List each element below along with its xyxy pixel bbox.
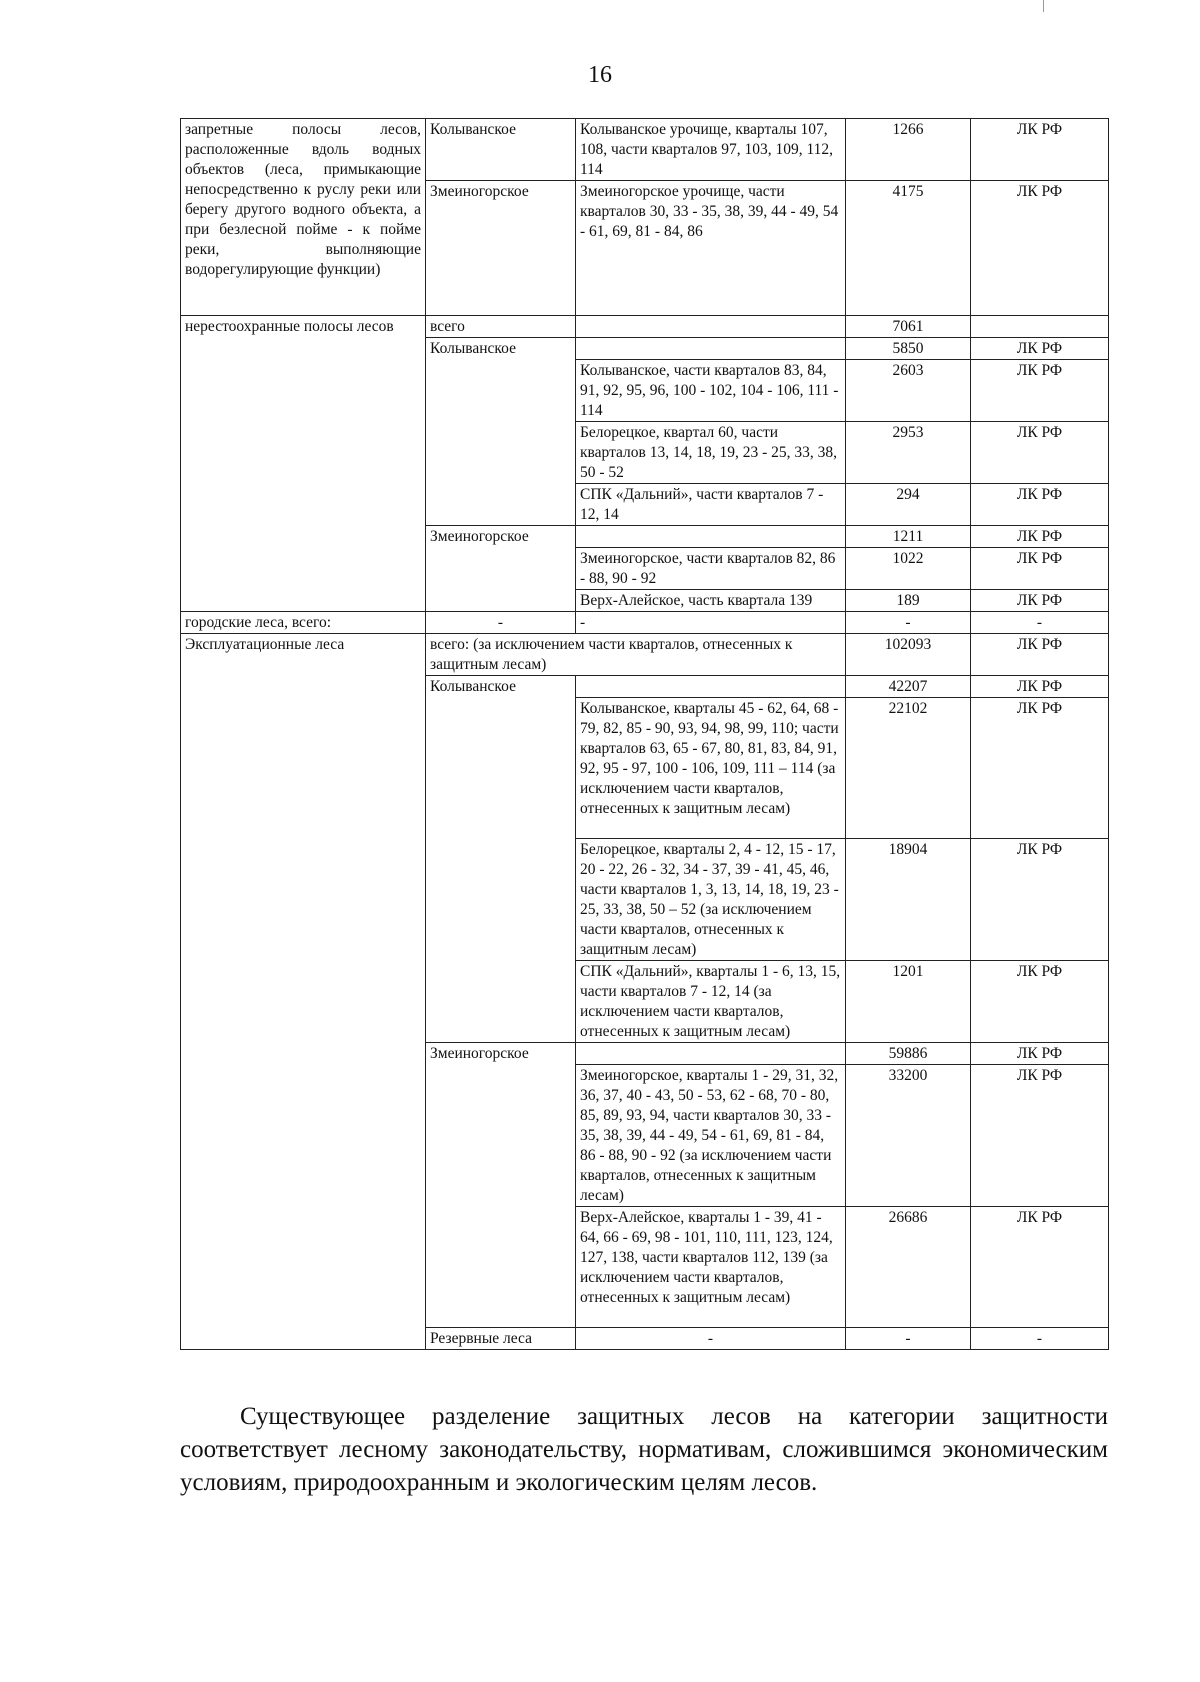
act-cell: ЛК РФ (971, 181, 1109, 316)
area-cell: 102093 (846, 634, 971, 676)
act-cell: ЛК РФ (971, 548, 1109, 590)
location-cell: Белорецкое, кварталы 2, 4 - 12, 15 - 17, 20 - 22, 26 - 32, 34 - 37, 39 - 41, 45, 46, части кварталов 1, 3, 13, 14, 18, 19, 23 - 25, 33, 38, 50 – 52 (за исключением части кварталов, отнесенных к защитным лесам) (576, 839, 846, 961)
area-cell: 18904 (846, 839, 971, 961)
location-cell: - (576, 612, 846, 634)
forestry-cell: Колыванское (426, 119, 576, 181)
forestry-cell: Змеиногорское (426, 526, 576, 612)
act-cell: ЛК РФ (971, 1207, 1109, 1328)
location-cell (576, 1043, 846, 1065)
act-cell: ЛК РФ (971, 119, 1109, 181)
page-number: 16 (588, 62, 612, 88)
act-cell: ЛК РФ (971, 338, 1109, 360)
area-cell: 33200 (846, 1065, 971, 1207)
category-cell: Эксплуатационные леса (181, 634, 426, 1350)
body-paragraph (180, 1400, 1108, 1499)
location-cell: Змеиногорское, кварталы 1 - 29, 31, 32, 36, 37, 40 - 43, 50 - 53, 62 - 68, 70 - 80, 85, 89, 93, 94, части кварталов 30, 33 - 35, 38, 39, 44 - 49, 54 - 61, 69, 81 - 84, 86 - 88, 90 - 92 (за исключением части кварталов, отнесенных к защитным лесам) (576, 1065, 846, 1207)
location-cell: Верх-Алейское, часть квартала 139 (576, 590, 846, 612)
act-cell: ЛК РФ (971, 1043, 1109, 1065)
location-cell: Верх-Алейское, кварталы 1 - 39, 41 - 64, 66 - 69, 98 - 101, 110, 111, 123, 124, 127, 138, части кварталов 112, 139 (за исключением части кварталов, отнесенных к защитным лесам) (576, 1207, 846, 1328)
paragraph-text: Существующее разделение защитных лесов на категории защитности соответствует лесному законодательству, нормативам, сложившимся экономическим условиям, природоохранным и экологическим целям лесов. (180, 1403, 1108, 1496)
area-cell: 59886 (846, 1043, 971, 1065)
forestry-cell: - (426, 612, 576, 634)
act-cell: ЛК РФ (971, 422, 1109, 484)
scan-mark (1043, 0, 1044, 12)
forestry-cell: Змеиногорское (426, 1043, 576, 1328)
area-cell: 2603 (846, 360, 971, 422)
forestry-cell: Змеиногорское (426, 181, 576, 316)
area-cell: - (846, 612, 971, 634)
category-cell: запретные полосы лесов, расположенные вдоль водных объектов (леса, примыкающие непосредственно к руслу реки или берегу другого водного объекта, а при безлесной пойме - к пойме реки, выполняющие водорегулирующие функции) (181, 119, 426, 316)
location-cell: СПК «Дальний», части кварталов 7 - 12, 14 (576, 484, 846, 526)
act-cell: ЛК РФ (971, 360, 1109, 422)
forestry-cell: - (576, 1328, 846, 1350)
location-cell: Змеиногорское, части кварталов 82, 86 - 88, 90 - 92 (576, 548, 846, 590)
forestry-cell: Колыванское (426, 676, 576, 1043)
category-cell: нерестоохранные полосы лесов (181, 316, 426, 612)
area-cell: 2953 (846, 422, 971, 484)
area-cell: 1211 (846, 526, 971, 548)
act-cell: ЛК РФ (971, 698, 1109, 839)
location-cell: Колыванское, части кварталов 83, 84, 91, 92, 95, 96, 100 - 102, 104 - 106, 111 - 114 (576, 360, 846, 422)
location-cell: Колыванское урочище, кварталы 107, 108, части кварталов 97, 103, 109, 112, 114 (576, 119, 846, 181)
act-cell: ЛК РФ (971, 484, 1109, 526)
area-cell: 1266 (846, 119, 971, 181)
table-row (181, 612, 1109, 634)
location-cell: Колыванское, кварталы 45 - 62, 64, 68 - 79, 82, 85 - 90, 93, 94, 98, 99, 110; части кварталов 63, 65 - 67, 80, 81, 83, 84, 91, 92, 95 - 97, 100 - 106, 109, 111 – 114 (за исключением части кварталов, отнесенных к защитным лесам) (576, 698, 846, 839)
act-cell (971, 316, 1109, 338)
act-cell: ЛК РФ (971, 1065, 1109, 1207)
location-cell (576, 676, 846, 698)
forest-category-table (180, 118, 1109, 1350)
forestry-cell: Колыванское (426, 338, 576, 526)
area-cell: 1201 (846, 961, 971, 1043)
area-cell: 5850 (846, 338, 971, 360)
area-cell: 1022 (846, 548, 971, 590)
location-cell (576, 338, 846, 360)
forestry-cell: всего: (за исключением части кварталов, отнесенных к защитным лесам) (426, 634, 846, 676)
location-cell: - (846, 1328, 971, 1350)
area-cell: 4175 (846, 181, 971, 316)
location-cell: Белорецкое, квартал 60, части кварталов 13, 14, 18, 19, 23 - 25, 33, 38, 50 - 52 (576, 422, 846, 484)
area-cell: 7061 (846, 316, 971, 338)
act-cell: - (971, 612, 1109, 634)
area-cell: 22102 (846, 698, 971, 839)
area-cell: 294 (846, 484, 971, 526)
category-cell: городские леса, всего: (181, 612, 426, 634)
area-cell: 189 (846, 590, 971, 612)
location-cell (576, 316, 846, 338)
forestry-cell: всего (426, 316, 576, 338)
location-cell (576, 526, 846, 548)
location-cell: Змеиногорское урочище, части кварталов 30, 33 - 35, 38, 39, 44 - 49, 54 - 61, 69, 81 - 84, 86 (576, 181, 846, 316)
act-cell: ЛК РФ (971, 961, 1109, 1043)
area-cell: 42207 (846, 676, 971, 698)
act-cell: ЛК РФ (971, 839, 1109, 961)
act-cell: ЛК РФ (971, 676, 1109, 698)
table-row (181, 119, 1109, 181)
category-cell: Резервные леса (426, 1328, 576, 1350)
act-cell: ЛК РФ (971, 526, 1109, 548)
area-cell: 26686 (846, 1207, 971, 1328)
table-row (181, 634, 1109, 676)
act-cell: ЛК РФ (971, 634, 1109, 676)
location-cell: СПК «Дальний», кварталы 1 - 6, 13, 15, части кварталов 7 - 12, 14 (за исключением части кварталов, отнесенных к защитным лесам) (576, 961, 846, 1043)
table-row (181, 316, 1109, 338)
act-cell: ЛК РФ (971, 590, 1109, 612)
area-cell: - (971, 1328, 1109, 1350)
